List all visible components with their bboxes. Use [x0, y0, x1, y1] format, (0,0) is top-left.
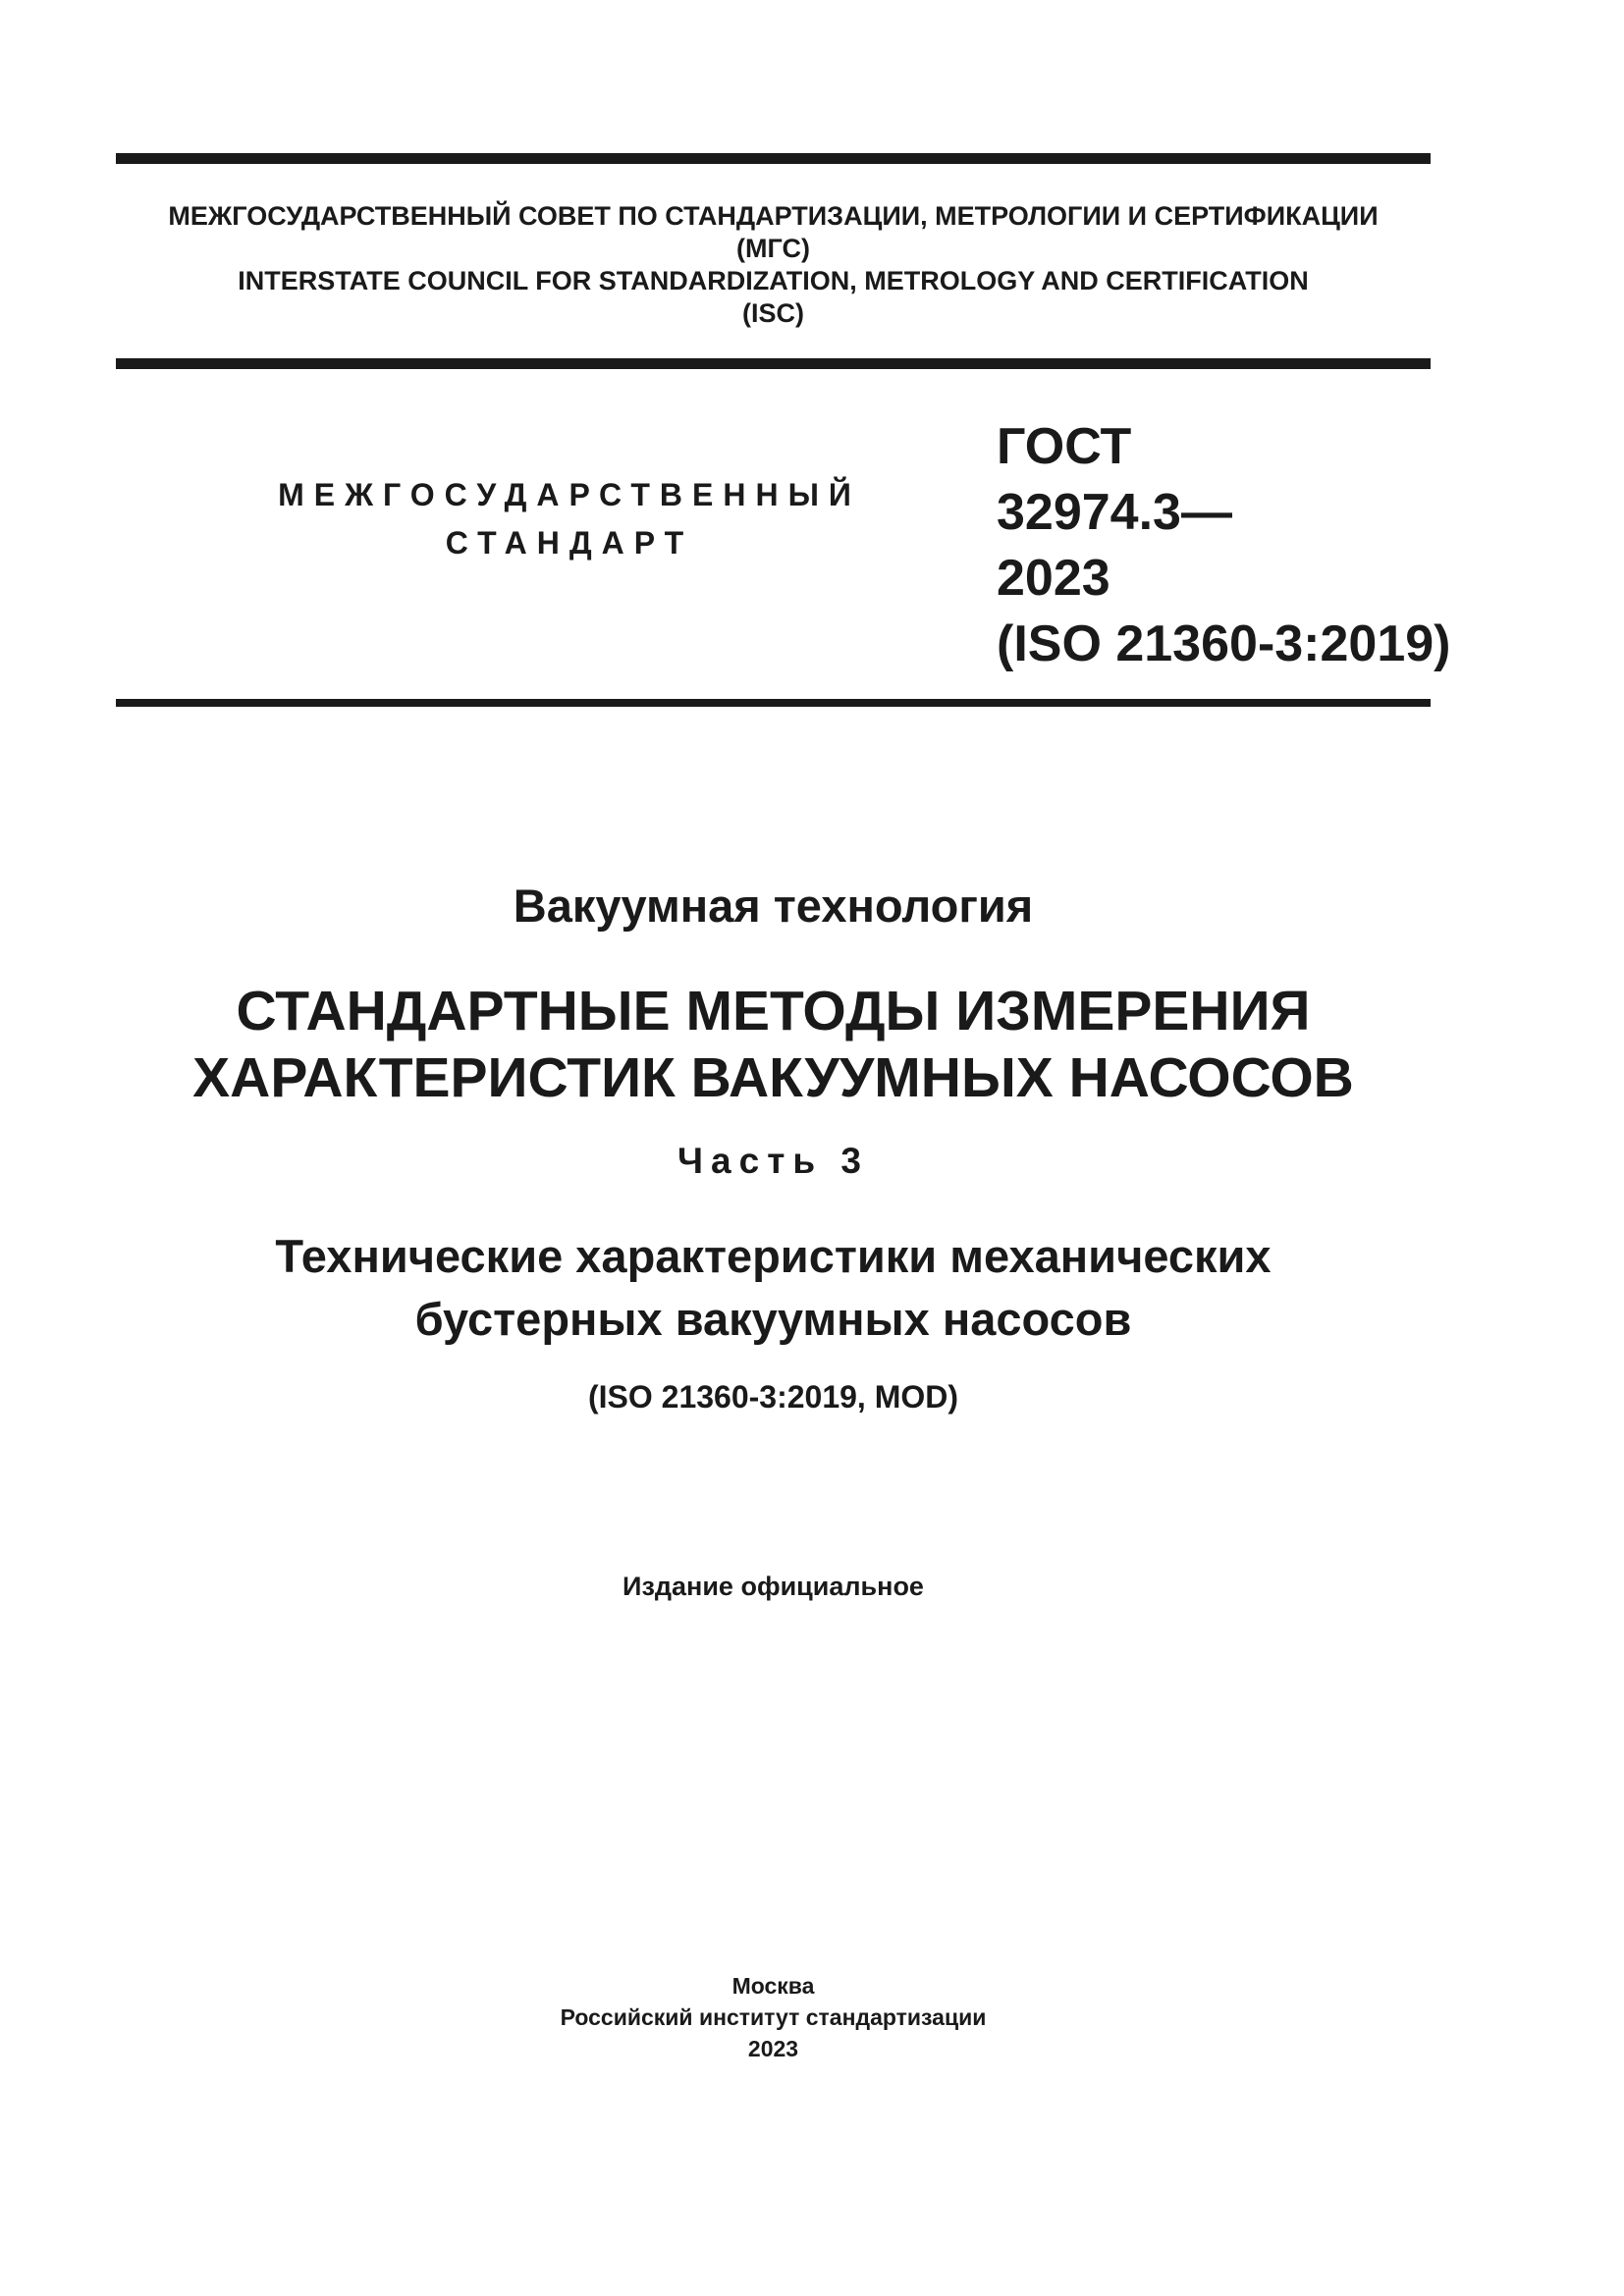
part-title-line2: бустерных вакуумных насосов	[414, 1293, 1132, 1345]
publisher-year: 2023	[747, 2036, 799, 2061]
council-name-en: INTERSTATE COUNCIL FOR STANDARDIZATION, METROLOGY AND CERTIFICATION	[238, 266, 1309, 295]
standard-type-line1: МЕЖГОСУДАРСТВЕННЫЙ	[278, 477, 861, 512]
main-title	[116, 978, 1431, 1111]
standard-designation	[997, 414, 1451, 677]
middle-rule	[116, 358, 1431, 369]
designation-iso: (ISO 21360-3:2019)	[997, 615, 1451, 672]
council-abbr-en: (ISC)	[742, 298, 804, 328]
standard-type-line2: СТАНДАРТ	[445, 525, 694, 561]
designation-prefix: ГОСТ	[997, 418, 1132, 475]
designation-year: 2023	[997, 550, 1110, 607]
designation-number: 32974.3—	[997, 484, 1232, 541]
standard-type	[226, 471, 913, 567]
main-title-line1: СТАНДАРТНЫЕ МЕТОДЫ ИЗМЕРЕНИЯ	[236, 980, 1311, 1042]
iso-reference: (ISO 21360-3:2019, MOD)	[587, 1379, 959, 1415]
top-rule	[116, 153, 1431, 164]
publisher-city: Москва	[731, 1973, 815, 1999]
edition-label: Издание официальное	[623, 1572, 924, 1601]
bottom-rule	[116, 699, 1431, 707]
council-abbr-ru: (МГС)	[736, 234, 810, 263]
council-header	[116, 200, 1431, 330]
subject-title: Вакуумная технология	[513, 880, 1034, 932]
publisher-block	[116, 1970, 1431, 2064]
part-number: Часть 3	[677, 1141, 869, 1181]
publisher-institute: Российский институт стандартизации	[560, 2004, 987, 2030]
main-title-line2: ХАРАКТЕРИСТИК ВАКУУМНЫХ НАСОСОВ	[192, 1046, 1354, 1109]
part-title-line1: Технические характеристики механических	[275, 1230, 1272, 1282]
part-title	[116, 1225, 1431, 1351]
council-name-ru: МЕЖГОСУДАРСТВЕННЫЙ СОВЕТ ПО СТАНДАРТИЗАЦИИ, МЕТРОЛОГИИ И СЕРТИФИКАЦИИ	[168, 201, 1379, 231]
